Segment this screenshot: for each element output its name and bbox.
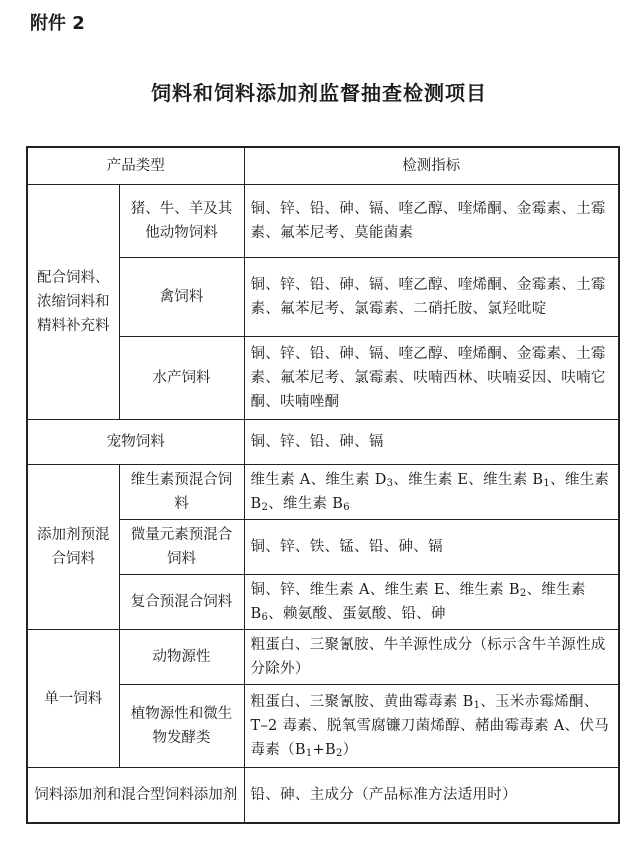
table-row: [27, 630, 619, 685]
category-compound-feed: 配合饲料、浓缩饲料和精料补充料: [27, 185, 119, 420]
subtype-plant-microbial: 植物源性和微生物发酵类: [119, 685, 244, 768]
table-row: [27, 768, 619, 824]
indicator-plant-microbial: 粗蛋白、三聚氰胺、黄曲霉毒素 $B_1$、玉米赤霉烯酮、T–2 毒素、脱氧雪腐镰刀菌烯醇、赭曲霉毒素 A、伏马毒素$(B_1+B_2)$: [244, 685, 619, 768]
indicator-vitamin-premix: 维生素 A、维生素 $D_3$、维生素 E、维生素 $B_1$、维生素 $B_2$、维生素 $B_6$: [244, 465, 619, 520]
table-header-row: [27, 147, 619, 185]
category-feed-additive: 饲料添加剂和混合型饲料添加剂: [27, 768, 244, 824]
header-product-type: 产品类型: [27, 147, 244, 185]
subtype-livestock-feed: 猪、牛、羊及其他动物饲料: [119, 185, 244, 258]
indicator-livestock-feed: 铜、锌、铅、砷、镉、喹乙醇、喹烯酮、金霉素、土霉素、氟苯尼考、莫能菌素: [244, 185, 619, 258]
subtype-aquatic-feed: 水产饲料: [119, 337, 244, 420]
attachment-label: 附件 2: [30, 13, 85, 34]
category-pet-feed: 宠物饲料: [27, 420, 244, 465]
table-row: [27, 465, 619, 520]
inspection-items-table: [26, 146, 620, 824]
indicator-trace-element-premix: 铜、锌、铁、锰、铅、砷、镉: [244, 520, 619, 575]
indicator-compound-premix: 铜、锌、维生素 A、维生素 E、维生素 $B_2$、维生素 $B_6$、赖氨酸、蛋氨酸、铅、砷: [244, 575, 619, 630]
header-indicators: 检测指标: [244, 147, 619, 185]
subtype-compound-premix: 复合预混合饲料: [119, 575, 244, 630]
indicator-aquatic-feed: 铜、锌、铅、砷、镉、喹乙醇、喹烯酮、金霉素、土霉素、氟苯尼考、氯霉素、呋喃西林、呋喃妥因、呋喃它酮、呋喃唑酮: [244, 337, 619, 420]
page-title: 饲料和饲料添加剂监督抽查检测项目: [151, 81, 487, 105]
indicator-feed-additive: 铅、砷、主成分（产品标准方法适用时）: [244, 768, 619, 824]
table-row: [27, 185, 619, 258]
subtype-poultry-feed: 禽饲料: [119, 258, 244, 337]
subtype-animal-origin: 动物源性: [119, 630, 244, 685]
subtype-vitamin-premix: 维生素预混合饲料: [119, 465, 244, 520]
indicator-animal-origin: 粗蛋白、三聚氰胺、牛羊源性成分（标示含牛羊源性成分除外）: [244, 630, 619, 685]
category-additive-premix: 添加剂预混合饲料: [27, 465, 119, 630]
indicator-poultry-feed: 铜、锌、铅、砷、镉、喹乙醇、喹烯酮、金霉素、土霉素、氟苯尼考、氯霉素、二硝托胺、氯羟吡啶: [244, 258, 619, 337]
indicator-pet-feed: 铜、锌、铅、砷、镉: [244, 420, 619, 465]
category-single-feed: 单一饲料: [27, 630, 119, 768]
subtype-trace-element-premix: 微量元素预混合饲料: [119, 520, 244, 575]
table-row: [27, 420, 619, 465]
